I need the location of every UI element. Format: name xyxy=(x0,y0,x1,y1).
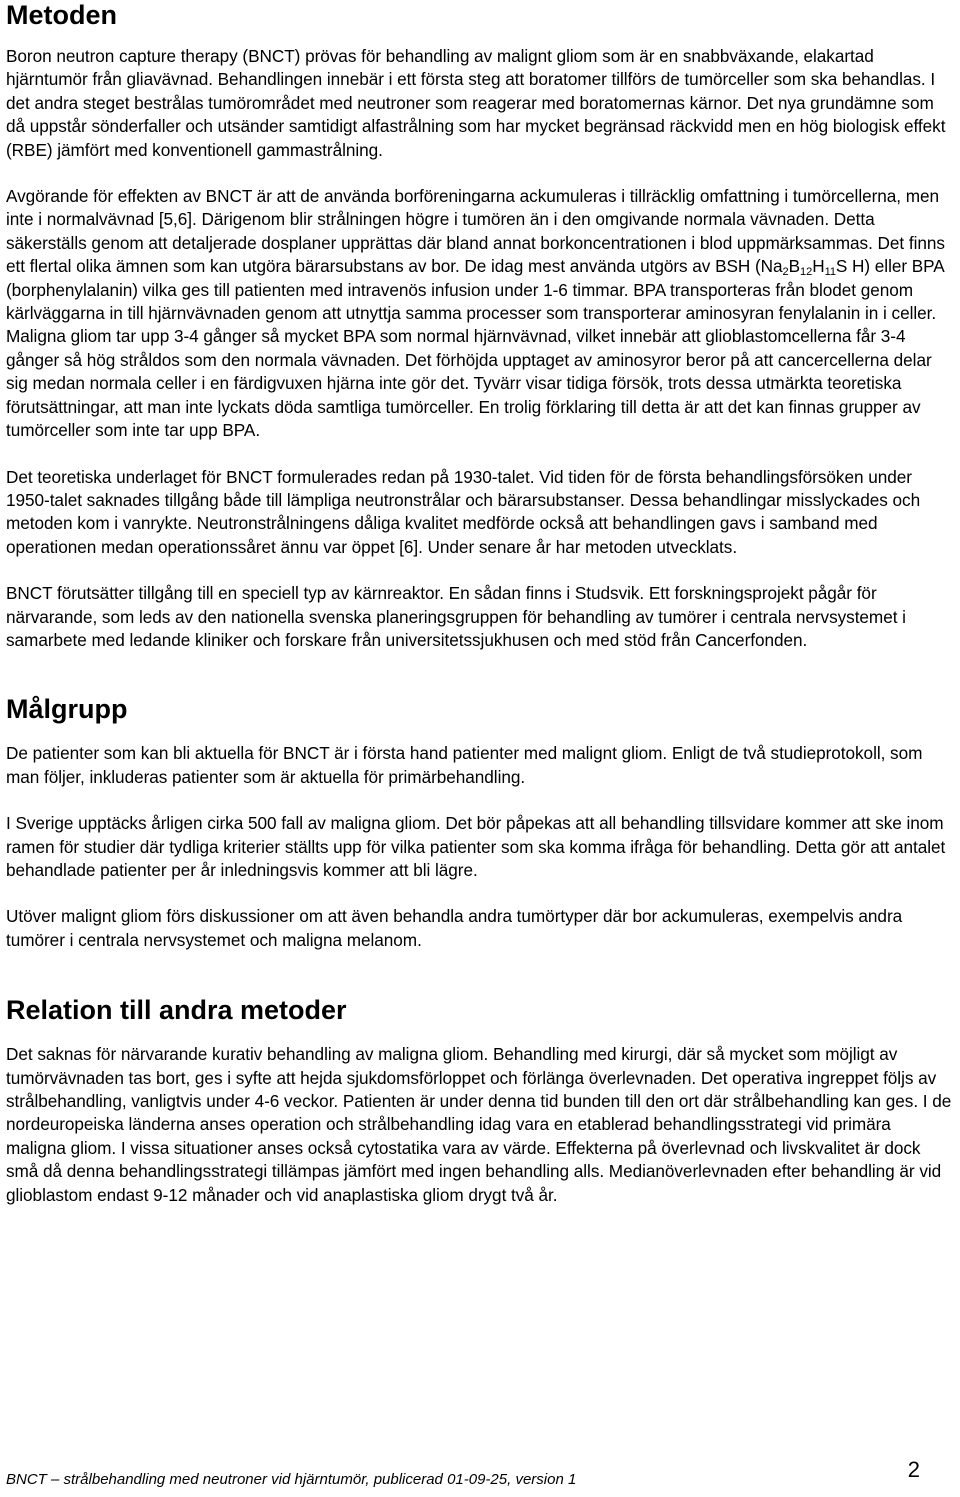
subscript: 2 xyxy=(782,266,789,279)
paragraph-metoden-borforeningar xyxy=(6,185,952,442)
paragraph-metoden-intro: Boron neutron capture therapy (BNCT) prövas för behandling av malignt gliom som är en snabbväxande, elakartad hjärntumör från gliavävnad. Behandlingen innebär i ett första steg att boratomer tillförs de tumörceller som ska behandlas. I det andra steget bestrålas tumörområdet med neutroner som reagerar med boratomernas kärnor. Det nya grundämne som då uppstår sönderfaller och utsänder samtidigt alfastrålning som har mycket begränsad räckvidd men en hög biologisk effekt (RBE) jämfört med konventionell gammastrålning. xyxy=(6,46,946,160)
paragraph-metoden-historik: Det teoretiska underlaget för BNCT formulerades redan på 1930-talet. Vid tiden för de första behandlingsförsöken under 1950-talet saknades tillgång både till lämpliga neutronstrålar och bärarsubstanser. Dessa behandlingar misslyckades och metoden kom i vanrykte. Neutronstrålningens dåliga kvalitet medförde också att behandlingen gavs i samband med operationen medan operationssåret ännu var öppet [6]. Under senare år har metoden utvecklats. xyxy=(6,466,921,557)
section-heading-malgrupp: Målgrupp xyxy=(6,694,128,725)
page-number: 2 xyxy=(907,1457,920,1482)
text-run: S H) eller BPA (borphenylalanin) vilka ges till patienten med intravenös infusion under 1-6 timmar. BPA transporteras från blodet genom kärlväggarna in till hjärnvävnaden genom att utnyttja samma processer som transporterar aminosyran fenylalanin in i celler. Maligna gliom tar upp 3-4 gånger så mycket BPA som normal hjärnvävnad, vilket innebär att glioblastomcellerna får 3-4 gånger så hög stråldos som den normala vävnaden. Det förhöjda upptaget av aminosyror beror på att cancercellerna delar sig medan normala celler i en färdigvuxen hjärna inte gör det. Tyvärr visar tidiga försök, trots dessa utmärkta teoretiska förutsättningar, att man inte lyckats döda samtliga tumörceller. En trolig förklaring till detta är att det kan finnas grupper av tumörceller som inte tar upp BPA. xyxy=(6,256,944,441)
page-footer xyxy=(6,1457,920,1490)
text-run: B xyxy=(788,256,801,277)
subscript: 11 xyxy=(824,266,836,279)
text-run: H xyxy=(812,256,825,277)
paragraph-malgrupp-patienter: De patienter som kan bli aktuella för BNCT är i första hand patienter med malignt gliom. Enligt de två studieprotokoll, som man följer, inkluderas patienter som är aktuella för primärbehandling. xyxy=(6,743,923,787)
paragraph-relation-behandling: Det saknas för närvarande kurativ behandling av maligna gliom. Behandling med kirurgi, där så mycket som möjligt av tumörvävnaden tas bort, ges i syfte att hejda sjukdomsförloppet och förlänga överlevnaden. Det operativa ingreppet följs av strålbehandling, vanligtvis under 4-6 veckor. Patienten är under denna tid bunden till den ort där strålbehandling kan ges. I de nordeuropeiska länderna anses operation och strålbehandling idag vara en etablerad behandlingsstrategi vid primära maligna gliom. I vissa situationer anses också cytostatika vara av värde. Effekterna på överlevnad och livskvalitet är dock små då denna behandlingsstrategi tillämpas jämfört med ingen behandling alls. Medianöverlevnaden efter behandling är vid glioblastom endast 9-12 månader och vid anaplastiska gliom drygt två år. xyxy=(6,1044,952,1205)
paragraph-metoden-karnreaktor: BNCT förutsätter tillgång till en speciell typ av kärnreaktor. En sådan finns i Studsvik. Ett forskningsprojekt pågår för närvarande, som leds av den nationella svenska planeringsgruppen för behandling av tumörer i centrala nervsystemet i samarbete med ledande kliniker och forskare från universitetssjukhusen och med stöd från Cancerfonden. xyxy=(6,583,906,650)
section-heading-relation: Relation till andra metoder xyxy=(6,995,347,1026)
footer-text: BNCT – strålbehandling med neutroner vid hjärntumör, publicerad 01-09-25, version 1 xyxy=(6,1471,577,1488)
paragraph-malgrupp-andra-tumorer: Utöver malignt gliom förs diskussioner om att även behandla andra tumörtyper där bor ackumuleras, exempelvis andra tumörer i centrala nervsystemet och maligna melanom. xyxy=(6,906,903,950)
section-heading-metoden: Metoden xyxy=(6,0,117,30)
text-run: Avgörande för effekten av BNCT är att de använda borföreningarna ackumuleras i tillräcklig omfattning i tumörcellerna, men inte i normalvävnad [5,6]. Därigenom blir strålningen högre i tumören än i den omgivande normala vävnaden. Detta säkerställs genom att detaljerade dosplaner upprättas där bland annat borkoncentrationen i blod uppmärksammas. Det finns ett flertal olika ämnen som kan utgöra bärarsubstans av bor. De idag mest använda utgörs av BSH (Na xyxy=(6,186,945,277)
document-body xyxy=(6,0,952,1230)
paragraph-malgrupp-sverige: I Sverige upptäcks årligen cirka 500 fall av maligna gliom. Det bör påpekas att all behandling tillsvidare kommer att ske inom ramen för studier där tydliga kriterier ställts upp för vilka patienter som ska komma ifråga för behandling. Detta gör att antalet behandlade patienter per år inledningsvis kommer att bli lägre. xyxy=(6,813,946,880)
subscript: 12 xyxy=(800,266,813,279)
